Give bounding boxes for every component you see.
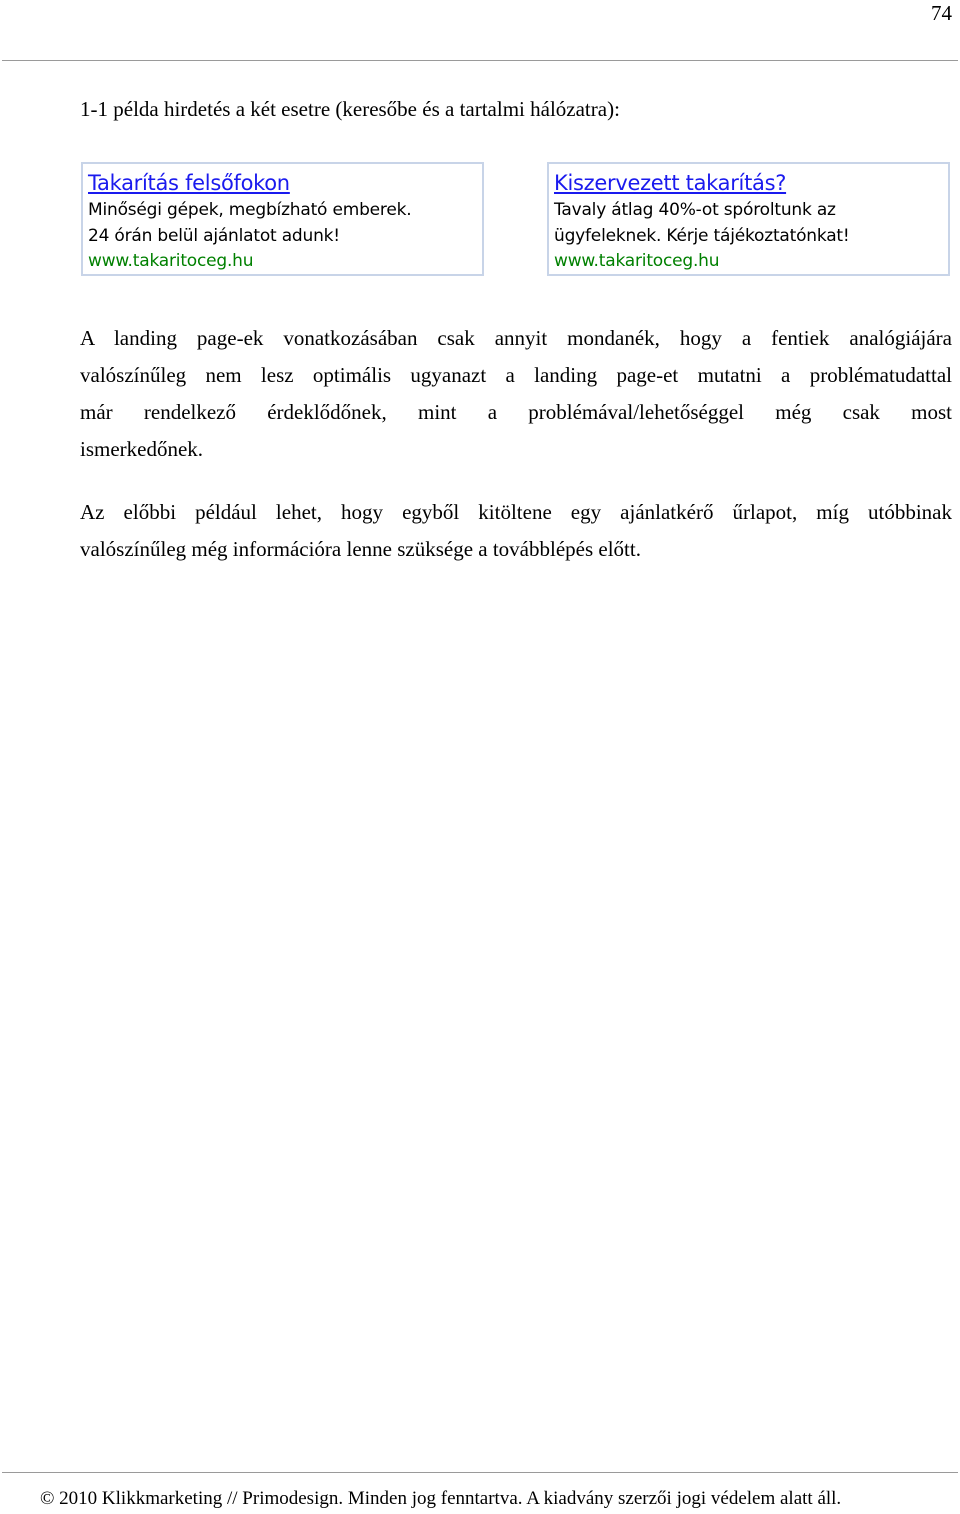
ad-title-link[interactable]: Takarítás felsőfokon — [88, 171, 290, 195]
ad-description-line-2: ügyfeleknek. Kérje tájékoztatónkat! — [554, 226, 850, 246]
body-paragraph-example — [80, 494, 952, 568]
example-heading: 1-1 példa hirdetés a két esetre (keresőbe és a tartalmi hálózatra): — [80, 97, 620, 121]
copyright-footer: © 2010 Klikkmarketing // Primodesign. Minden jog fenntartva. A kiadvány szerzői jogi védelem alatt áll. — [40, 1488, 842, 1509]
ad-title-link[interactable]: Kiszervezett takarítás? — [554, 171, 787, 195]
ad-example-content-network — [547, 162, 950, 276]
footer-divider — [2, 1472, 958, 1473]
paragraph-line: A landing page-ek vonatkozásában csak annyit mondanék, hogy a fentiek analógiájára — [80, 326, 952, 350]
paragraph-line: már rendelkező érdeklődőnek, mint a problémával/lehetőséggel még csak most — [80, 400, 952, 424]
page-number: 74 — [931, 1, 952, 25]
ad-example-search — [81, 162, 484, 276]
paragraph-line: ismerkedőnek. — [80, 437, 204, 461]
ad-display-url[interactable]: www.takaritoceg.hu — [554, 251, 720, 271]
ad-description-line-1: Tavaly átlag 40%-ot spóroltunk az — [554, 200, 836, 220]
ad-description-line-2: 24 órán belül ajánlatot adunk! — [88, 226, 340, 246]
paragraph-line: Az előbbi például lehet, hogy egyből kitöltene egy ajánlatkérő űrlapot, míg utóbbinak — [80, 500, 952, 524]
body-paragraph-landing-pages — [80, 320, 952, 468]
paragraph-line: valószínűleg nem lesz optimális ugyanazt a landing page-et mutatni a problématudattal — [80, 363, 952, 387]
ad-description-line-1: Minőségi gépek, megbízható emberek. — [88, 200, 412, 220]
header-divider — [2, 60, 958, 61]
paragraph-line: valószínűleg még információra lenne szüksége a továbblépés előtt. — [80, 537, 641, 561]
ad-display-url[interactable]: www.takaritoceg.hu — [88, 251, 254, 271]
